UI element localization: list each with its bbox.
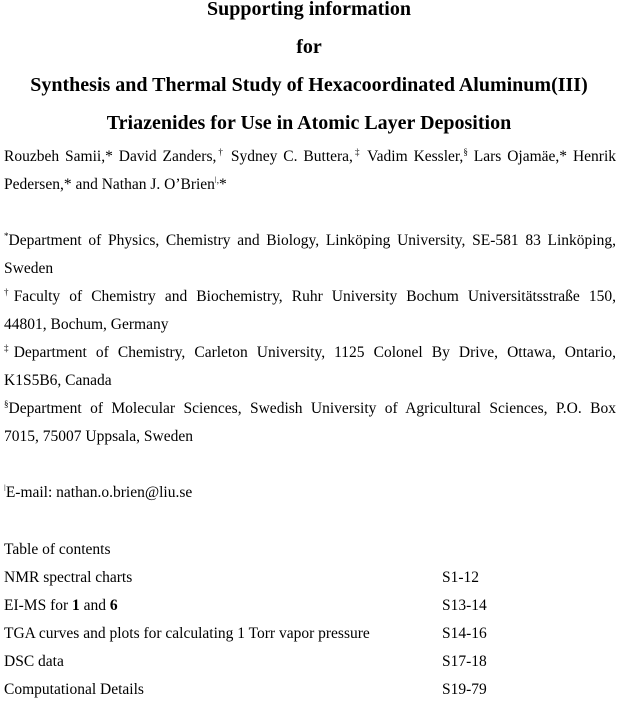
toc-item-title: TGA curves and plots for calculating 1 Torr vapor pressure: [4, 625, 370, 642]
email-text: E-mail: nathan.o.brien@liu.se: [5, 484, 193, 501]
author-name: Henrik: [567, 148, 616, 165]
compound-number: 1: [72, 597, 80, 614]
affiliation-1-line-2: Sweden: [4, 260, 54, 277]
author-name: David Zanders,: [112, 148, 217, 165]
author-name: Sydney C. Buttera,: [224, 148, 353, 165]
affiliation-4-line-2: 7015, 75007 Uppsala, Sweden: [4, 428, 193, 445]
author-affil-mark: †: [216, 147, 225, 157]
author-name: and Nathan J. O’Brien: [71, 176, 215, 193]
author-affil-mark: *: [218, 176, 227, 193]
toc-item-title: NMR spectral charts: [4, 569, 133, 586]
affiliation-2-line-2: 44801, Bochum, Germany: [4, 316, 169, 333]
contact-email: [4, 479, 616, 507]
toc-item-title: DSC data: [4, 653, 64, 670]
toc-row: [4, 648, 616, 676]
affiliation-text: Department of Molecular Sciences, Swedish University of Agricultural Sciences, P.O. Box: [8, 400, 616, 417]
affiliation-mark: §: [4, 399, 9, 409]
author-name: Vadim Kessler,: [361, 148, 464, 165]
author-affil-mark: *: [63, 176, 72, 193]
affiliation-mark: *: [4, 231, 9, 241]
doc-heading: Supporting information: [207, 0, 411, 20]
toc-item-title-text: and: [79, 597, 110, 614]
affiliation-mark: ‡: [4, 343, 14, 353]
affiliation-2-line-1: [4, 283, 616, 311]
toc-item-pages: S1-12: [442, 569, 480, 586]
author-name: Rouzbeh Samii,: [4, 148, 106, 165]
affiliation-text: Department of Physics, Chemistry and Biology, Linköping University, SE-581 83 Linköping,: [8, 232, 616, 249]
email-mark: ǀ: [4, 483, 6, 493]
author-name: Lars Ojamäe,: [467, 148, 560, 165]
affiliation-text: Department of Chemistry, Carleton University, 1125 Colonel By Drive, Ottawa, Ontario,: [13, 344, 617, 361]
toc-row: [4, 592, 616, 620]
toc-heading: Table of contents: [4, 541, 111, 558]
author-affil-mark: *: [559, 148, 568, 165]
toc-item-pages: S19-79: [442, 681, 487, 698]
toc-row: [4, 564, 616, 592]
affiliation-mark: †: [4, 287, 14, 297]
toc-item-title: [4, 592, 118, 620]
author-list-line-1: [4, 143, 616, 171]
toc-item-title-text: EI-MS for: [4, 597, 73, 614]
author-affil-mark: ‡: [352, 147, 362, 157]
affiliation-text: Faculty of Chemistry and Biochemistry, Ruhr University Bochum Universitätsstraße 150,: [13, 288, 616, 305]
toc-row: [4, 620, 616, 648]
affiliation-3-line-2: K1S5B6, Canada: [4, 372, 112, 389]
compound-number: 6: [109, 597, 118, 614]
toc-item-title: Computational Details: [4, 681, 144, 698]
author-affil-mark: *: [105, 148, 113, 165]
toc-item-pages: S14-16: [442, 625, 487, 642]
affiliation-4-line-1: [4, 395, 616, 423]
author-affil-mark: §: [463, 147, 468, 157]
toc-item-pages: S17-18: [442, 653, 487, 670]
author-list-line-2: [4, 171, 616, 199]
affiliation-1-line-1: [4, 227, 616, 255]
paper-title-line-1: Synthesis and Thermal Study of Hexacoordinated Aluminum(III): [30, 74, 588, 96]
affiliation-3-line-1: [4, 339, 616, 367]
author-affil-mark: ǀ,: [214, 175, 219, 185]
author-name: Pedersen,: [4, 176, 64, 193]
paper-title-line-2: Triazenides for Use in Atomic Layer Deposition: [106, 112, 512, 134]
doc-heading-for: for: [296, 36, 322, 58]
toc-item-pages: S13-14: [442, 597, 487, 614]
